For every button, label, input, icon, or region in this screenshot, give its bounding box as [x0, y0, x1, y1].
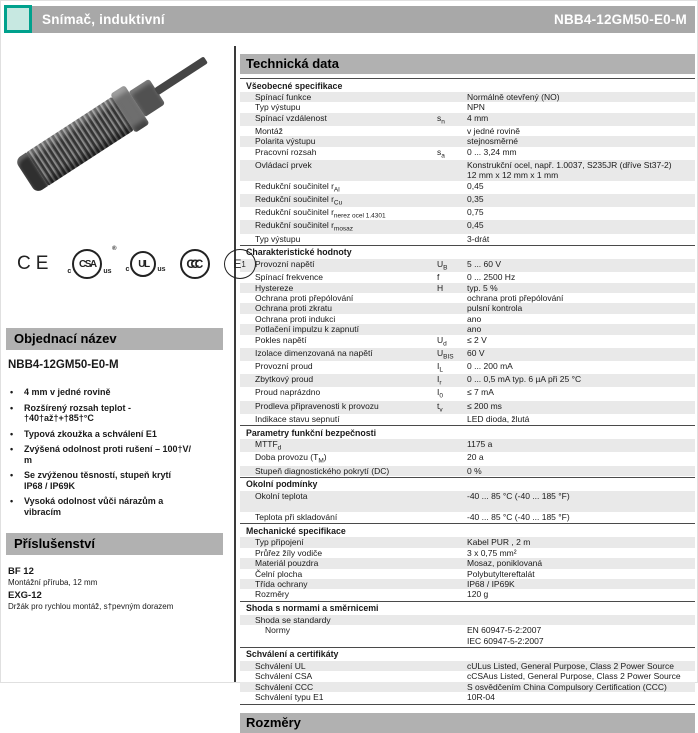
spec-label: Typ výstupu: [255, 233, 301, 244]
tech-table: [240, 77, 695, 705]
spec-row: [240, 661, 695, 671]
feature-bullet: [10, 444, 220, 465]
feature-line: Vysoká odolnost vůči nárazům a: [24, 496, 164, 506]
spec-label: Shoda se standardy: [255, 614, 331, 625]
spec-symbol: [437, 181, 467, 194]
spec-row: [240, 293, 695, 303]
spec-value-line: 1175 a: [467, 439, 493, 450]
spec-row: [240, 466, 695, 476]
spec-value: [467, 692, 695, 702]
spec-value-line: 0 ... 2500 Hz: [467, 272, 516, 283]
accessory-description: Montážní příruba, 12 mm: [8, 578, 98, 587]
spec-value: [467, 220, 695, 233]
spec-value-line: ≤ 2 V: [467, 334, 487, 345]
spec-row: [240, 234, 695, 244]
spec-row: [240, 113, 695, 126]
table-end-rule: [240, 704, 695, 705]
spec-label: Spínací frekvence: [255, 272, 324, 283]
spec-symbol: [437, 615, 467, 625]
spec-value-line: 0 ... 200 mA: [467, 360, 513, 371]
spec-value-line: 0 ... 0,5 mA typ. 6 µA při 25 °C: [467, 374, 582, 385]
bullet-dot: •: [10, 496, 14, 506]
spec-value-line: ochrana proti přepólování: [467, 292, 564, 303]
spec-value: [467, 387, 695, 400]
spec-row: [240, 181, 695, 194]
spec-row: [240, 512, 695, 522]
spec-value: [467, 234, 695, 244]
page-title: Snímač, induktivní: [42, 12, 165, 27]
spec-value: [467, 615, 695, 625]
spec-symbol: [437, 671, 467, 681]
feature-line: Typová zkoužka a schválení E1: [24, 428, 157, 439]
spec-label: Schválení CCC: [255, 681, 314, 692]
spec-row: [240, 314, 695, 324]
spec-value-line: 10R-04: [467, 692, 495, 703]
spec-label: Provozní napětí: [255, 258, 315, 269]
ccc-mark-icon: [180, 249, 210, 279]
spec-value: [467, 272, 695, 282]
spec-symbol: $s_n$: [437, 112, 445, 126]
feature-bullet: [10, 496, 220, 517]
spec-value-line: 20 a: [467, 452, 484, 463]
spec-symbol: $U_{BIS}$: [437, 347, 454, 361]
spec-symbol: [437, 303, 467, 313]
spec-label: Pokles napětí: [255, 334, 307, 345]
feature-text: [24, 470, 171, 491]
spec-value: [467, 671, 695, 681]
spec-row: [240, 439, 695, 452]
csa-mark-icon: [67, 246, 117, 279]
spec-value-line: 0 %: [467, 465, 482, 476]
spec-value-line: stejnosměrné: [467, 136, 519, 147]
spec-row: [240, 220, 695, 233]
spec-row: [240, 615, 695, 625]
spec-value-line: 3 x 0,75 mm²: [467, 547, 517, 558]
csa-registered: ®: [112, 246, 117, 252]
spec-symbol: [437, 234, 467, 244]
spec-label: Polarita výstupu: [255, 136, 316, 147]
spec-value: [467, 558, 695, 568]
spec-value-line: LED dioda, žlutá: [467, 413, 530, 424]
spec-value: [467, 92, 695, 102]
spec-label: Ochrana proti zkratu: [255, 303, 333, 314]
spec-value-line: 0,75: [467, 207, 484, 218]
spec-symbol: [437, 466, 467, 476]
ccc-text: CCC: [186, 257, 199, 271]
technical-data-header: Technická data: [240, 54, 695, 74]
tech-section-header: Shoda s normami a směrnicemi: [240, 601, 695, 615]
order-name-header: Objednací název: [6, 328, 223, 350]
spec-label: Doba provozu $(T_M)$: [255, 452, 327, 465]
spec-label: Proud naprázdno: [255, 387, 321, 398]
csa-text: CSA: [79, 258, 96, 270]
spec-value-line: EN 60947-5-2:2007: [467, 625, 542, 636]
spec-label: Indikace stavu sepnutí: [255, 413, 340, 424]
spec-symbol: $U_B$: [437, 258, 448, 272]
spec-symbol: [437, 692, 467, 702]
spec-symbol: [437, 439, 467, 452]
spec-label: Materiál pouzdra: [255, 558, 319, 569]
spec-value-line: Konstrukční ocel, např. 1.0037, S235JR (dříve St37-2): [467, 160, 672, 170]
spec-label: Spínací vzdálenost: [255, 112, 327, 123]
spec-symbol: [437, 160, 467, 181]
feature-text: [24, 429, 157, 440]
spec-row: [240, 692, 695, 702]
spec-value-line: NPN: [467, 102, 485, 113]
feature-line: vibracím: [24, 506, 62, 517]
spec-value: [467, 207, 695, 220]
spec-value: [467, 335, 695, 348]
spec-symbol: $s_a$: [437, 146, 445, 160]
spec-value-line: 4 mm: [467, 112, 489, 123]
spec-value: [467, 259, 695, 272]
spec-value: [467, 314, 695, 324]
spec-row: [240, 283, 695, 293]
spec-row: [240, 374, 695, 387]
spec-value: [467, 374, 695, 387]
spec-value: [467, 293, 695, 303]
spec-row: [240, 160, 695, 181]
order-part-number: NBB4-12GM50-E0-M: [8, 359, 119, 371]
spec-label: Schválení UL: [255, 660, 306, 671]
brand-square-icon: [4, 5, 32, 33]
csa-prefix: c: [67, 268, 72, 275]
spec-value: [467, 136, 695, 146]
spec-row: [240, 207, 695, 220]
spec-label: Teplota při skladování: [255, 511, 338, 522]
spec-value: [467, 589, 695, 599]
spec-row: [240, 194, 695, 207]
spec-label: Redukční součinitel $r_{Al}$: [255, 180, 340, 194]
spec-row: [240, 387, 695, 400]
spec-row: [240, 348, 695, 361]
feature-bullet: [10, 429, 220, 440]
spec-label: Schválení CSA: [255, 671, 313, 682]
tech-section-header: Všeobecné specifikace: [240, 78, 695, 92]
spec-symbol: [437, 414, 467, 424]
spec-row: [240, 491, 695, 512]
spec-value-line: 120 g: [467, 589, 489, 600]
spec-row: [240, 671, 695, 681]
spec-label: Spínací funkce: [255, 92, 312, 102]
spec-value: [467, 439, 695, 452]
spec-value: [467, 537, 695, 547]
spec-row: [240, 147, 695, 160]
spec-value-line: 3-drát: [467, 233, 490, 244]
ul-suffix: us: [157, 266, 166, 273]
feature-line: Zvýšená odolnost proti rušení – 100†V/: [24, 444, 192, 454]
spec-row: [240, 579, 695, 589]
spec-label: Třída ochrany: [255, 578, 308, 589]
spec-value-line: 0,35: [467, 194, 484, 204]
feature-line: †40†až†+†85†°C: [24, 413, 94, 423]
spec-value-line: cCSAus Listed, General Purpose, Class 2 Power Source: [467, 671, 681, 682]
spec-symbol: [437, 220, 467, 233]
spec-value: [467, 548, 695, 558]
spec-value: [467, 147, 695, 160]
spec-symbol: [437, 324, 467, 334]
spec-label: Okolní teplota: [255, 490, 308, 501]
spec-value-line: v jedné rovině: [467, 126, 520, 136]
spec-symbol: [437, 293, 467, 303]
spec-row: [240, 136, 695, 146]
spec-value-line: Kabel PUR , 2 m: [467, 537, 531, 548]
spec-label: Ovládací prvek: [255, 160, 312, 170]
spec-row: [240, 335, 695, 348]
spec-symbol: [437, 207, 467, 220]
bullet-dot: •: [10, 402, 14, 413]
spec-label: Schválení typu E1: [255, 692, 324, 703]
spec-label: $MTTF_d$: [255, 439, 282, 452]
spec-symbol: [437, 579, 467, 589]
spec-symbol: [437, 314, 467, 324]
spec-value: [467, 361, 695, 374]
accessories-header: Příslušenství: [6, 533, 223, 555]
spec-value: [467, 194, 695, 207]
product-photo: [1, 46, 234, 224]
features-list: [1, 387, 234, 517]
spec-symbol: H: [437, 282, 444, 293]
tech-section-header: Okolní podmínky: [240, 477, 695, 491]
spec-value-line: -40 ... 85 °C (-40 ... 185 °F): [467, 511, 570, 522]
spec-label: Pracovní rozsah: [255, 146, 317, 157]
header-part-number: NBB4-12GM50-E0-M: [554, 12, 687, 27]
spec-symbol: [437, 682, 467, 692]
feature-text: [24, 444, 191, 465]
spec-symbol: [437, 625, 467, 646]
spec-value-line: ano: [467, 324, 482, 335]
feature-text: [24, 496, 163, 517]
feature-line: Se zvýženou těsností, stupeň krytí: [24, 470, 172, 480]
spec-row: [240, 414, 695, 424]
spec-value-line: ano: [467, 313, 482, 324]
spec-symbol: [437, 92, 467, 102]
spec-value-line: Mosaz, poniklovaná: [467, 558, 543, 569]
csa-suffix: us: [103, 268, 112, 275]
spec-label: Zbytkový proud: [255, 374, 314, 385]
spec-value: [467, 113, 695, 126]
spec-row: [240, 548, 695, 558]
spec-value-line: pulsní kontrola: [467, 303, 523, 314]
spec-value-line: -40 ... 85 °C (-40 ... 185 °F): [467, 490, 570, 501]
spec-symbol: [437, 589, 467, 599]
spec-row: [240, 102, 695, 112]
spec-label: Provozní proud: [255, 360, 313, 371]
spec-label: Montáž: [255, 126, 283, 136]
spec-row: [240, 401, 695, 414]
sensor-cable: [154, 56, 208, 95]
spec-symbol: $U_d$: [437, 334, 447, 348]
spec-value-line: 60 V: [467, 347, 485, 358]
feature-line: 4 mm v jedné rovině: [24, 387, 111, 397]
spec-value: [467, 126, 695, 136]
spec-value: [467, 283, 695, 293]
spec-value: [467, 512, 695, 522]
bullet-dot: •: [10, 428, 14, 439]
accessory-description: Držák pro rychlou montáž, s†pevným dorazem: [8, 602, 174, 611]
spec-value: [467, 401, 695, 414]
sensor-threaded-body: [27, 97, 134, 186]
spec-row: [240, 682, 695, 692]
spec-value-line: Polybutyltereftalát: [467, 568, 535, 579]
spec-value: [467, 661, 695, 671]
spec-label: Typ připojení: [255, 537, 304, 548]
spec-value: [467, 160, 695, 181]
e1-mark-icon: [224, 249, 256, 279]
feature-bullet: [10, 387, 220, 398]
spec-label: Hystereze: [255, 282, 294, 293]
spec-value-line: typ. 5 %: [467, 282, 498, 293]
spec-value-line: 12 mm x 12 mm x 1 mm: [467, 170, 559, 181]
spec-symbol: [437, 194, 467, 207]
header-bar: [32, 6, 695, 33]
spec-value: [467, 466, 695, 476]
spec-row: [240, 589, 695, 599]
feature-bullet: [10, 470, 220, 491]
spec-row: [240, 303, 695, 313]
spec-row: [240, 452, 695, 465]
spec-value: [467, 414, 695, 424]
spec-symbol: f: [437, 272, 440, 283]
ul-text: UL: [138, 258, 149, 270]
e1-sub: 1: [241, 259, 246, 269]
main-area: [1, 46, 697, 730]
feature-text: [24, 403, 131, 424]
spec-value-line: Normálně otevřený (NO): [467, 92, 560, 102]
spec-label: Typ výstupu: [255, 102, 301, 113]
accessories-list: [1, 555, 234, 611]
right-column: [234, 46, 697, 730]
spec-row: [240, 259, 695, 272]
spec-symbol: $I_0$: [437, 387, 443, 401]
spec-value: [467, 324, 695, 334]
spec-label: Normy: [265, 625, 291, 636]
feature-text: [24, 387, 111, 398]
feature-line: Rozšírený rozsah teplot -: [24, 402, 132, 413]
spec-value-line: 0 ... 3,24 mm: [467, 146, 517, 157]
spec-label: Redukční součinitel $r_{mosaz}$: [255, 220, 354, 234]
spec-label: Čelní plocha: [255, 568, 303, 579]
spec-value-line: cULus Listed, General Purpose, Class 2 Power Source: [467, 660, 674, 671]
spec-symbol: $t_v$: [437, 400, 443, 414]
spec-value-line: ≤ 200 ms: [467, 400, 502, 411]
spec-label: Prodleva připravenosti k provozu: [255, 400, 379, 411]
accessory-name: BF 12: [8, 566, 34, 577]
ul-prefix: c: [125, 266, 130, 273]
spec-row: [240, 558, 695, 568]
spec-label: Průřez žíly vodiče: [255, 547, 323, 558]
left-column: [1, 46, 246, 682]
spec-symbol: [437, 102, 467, 112]
tech-section-header: Parametry funkční bezpečnosti: [240, 425, 695, 439]
spec-value: [467, 181, 695, 194]
tech-section-header: Charakteristické hodnoty: [240, 245, 695, 259]
spec-symbol: [437, 512, 467, 522]
spec-row: [240, 324, 695, 334]
spec-symbol: [437, 569, 467, 579]
spec-row: [240, 361, 695, 374]
ul-mark-icon: [125, 251, 165, 277]
feature-line: IP68 / IP69K: [24, 480, 76, 491]
spec-label: Ochrana proti přepólování: [255, 292, 354, 303]
spec-value-line: ≤ 7 mA: [467, 387, 494, 398]
spec-symbol: [437, 491, 467, 512]
dimensions-header: Rozměry: [240, 713, 695, 733]
spec-value: [467, 625, 695, 646]
spec-row: [240, 625, 695, 646]
spec-label: Rozměry: [255, 589, 290, 600]
spec-label: Potlačení impulzu k zapnutí: [255, 324, 359, 335]
spec-label: Redukční součinitel $r_{nerez ocel 1.4301}$: [255, 207, 386, 220]
feature-line: m: [24, 454, 33, 465]
spec-symbol: [437, 452, 467, 465]
spec-symbol: [437, 548, 467, 558]
spec-row: [240, 537, 695, 547]
spec-value: [467, 303, 695, 313]
spec-label: Redukční součinitel $r_{Cu}$: [255, 194, 343, 207]
feature-bullet: [10, 403, 220, 424]
spec-value-line: 5 ... 60 V: [467, 258, 502, 269]
spec-value: [467, 102, 695, 112]
spec-row: [240, 272, 695, 282]
spec-value-line: 0,45: [467, 220, 484, 231]
spec-value: [467, 491, 695, 512]
bullet-dot: •: [10, 470, 14, 480]
spec-label: Izolace dimenzovaná na napětí: [255, 347, 373, 358]
spec-value: [467, 569, 695, 579]
tech-section-header: Mechanické specifikace: [240, 523, 695, 537]
spec-symbol: [437, 136, 467, 146]
bullet-dot: •: [10, 387, 14, 397]
spec-symbol: $I_L$: [437, 360, 443, 374]
ce-mark-icon: CE: [17, 253, 54, 274]
spec-row: [240, 569, 695, 579]
e1-text: E: [233, 257, 242, 271]
spec-row: [240, 92, 695, 102]
spec-label: Stupeň diagnostického pokrytí (DC): [255, 465, 390, 476]
spec-symbol: [437, 661, 467, 671]
tech-section-header: Schválení a certifikáty: [240, 647, 695, 661]
spec-row: [240, 126, 695, 136]
accessory-name: EXG-12: [8, 590, 42, 601]
spec-label: Ochrana proti indukci: [255, 313, 336, 324]
sensor-image: [13, 46, 218, 196]
spec-value: [467, 452, 695, 465]
spec-value-line: S osvědčením China Compulsory Certification (CCC): [467, 681, 667, 692]
spec-symbol: [437, 537, 467, 547]
bullet-dot: •: [10, 444, 14, 454]
spec-value: [467, 348, 695, 361]
spec-symbol: [437, 126, 467, 136]
spec-symbol: [437, 558, 467, 568]
spec-value: [467, 682, 695, 692]
spec-value: [467, 579, 695, 589]
spec-value-line: IEC 60947-5-2:2007: [467, 635, 544, 646]
page-header: [4, 5, 695, 33]
spec-value-line: 0,45: [467, 180, 484, 191]
spec-symbol: $I_r$: [437, 374, 442, 387]
spec-value-line: IP68 / IP69K: [467, 578, 515, 589]
certification-logos: [1, 246, 246, 282]
